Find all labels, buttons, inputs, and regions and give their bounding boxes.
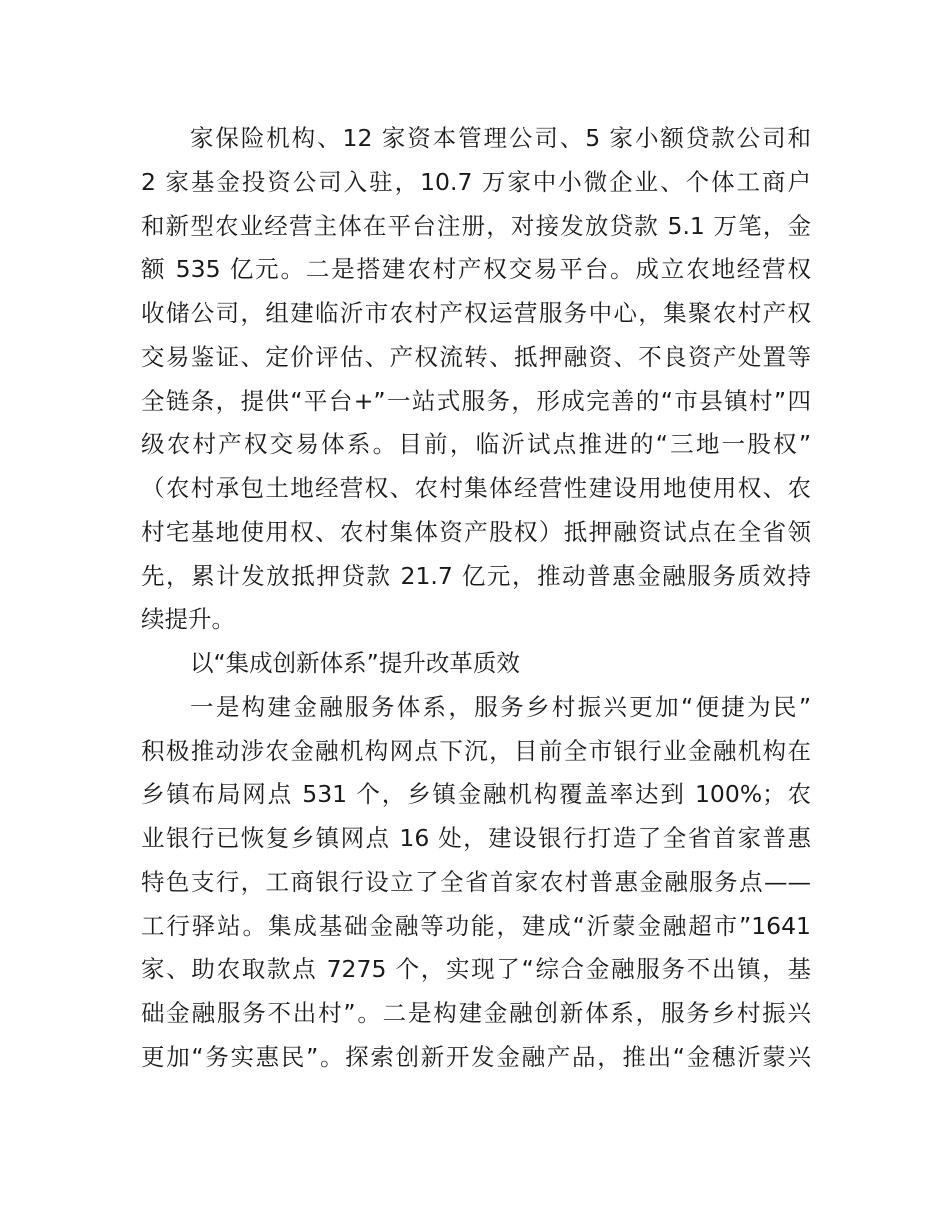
text-line: 额 535 亿元。二是搭建农村产权交易平台。成立农地经营权 xyxy=(141,255,811,284)
text-line: 收储公司，组建临沂市农村产权运营服务中心，集聚农村产权 xyxy=(141,299,811,327)
text-line: 续提升。 xyxy=(141,605,235,634)
text-line: 和新型农业经营主体在平台注册，对接发放贷款 5.1 万笔，金 xyxy=(141,211,811,240)
text-line: 积极推动涉农金融机构网点下沉，目前全市银行业金融机构在 xyxy=(141,736,811,765)
paragraph-1 xyxy=(141,117,811,642)
text-line: 交易鉴证、定价评估、产权流转、抵押融资、不良资产处置等 xyxy=(141,342,811,371)
text-line: 业银行已恢复乡镇网点 16 处，建设银行打造了全省首家普惠 xyxy=(141,824,811,852)
text-line: 村宅基地使用权、农村集体资产股权）抵押融资试点在全省领 xyxy=(141,517,811,546)
text-line: 础金融服务不出村”。二是构建金融创新体系，服务乡村振兴 xyxy=(141,999,811,1027)
paragraph-2 xyxy=(141,686,811,1080)
document-page xyxy=(141,117,811,1080)
text-line: 特色支行，工商银行设立了全省首家农村普惠金融服务点—— xyxy=(141,867,811,896)
text-line: 更加“务实惠民”。探索创新开发金融产品，推出“金穗沂蒙兴 xyxy=(141,1042,811,1071)
section-heading-text: 以“集成创新体系”提升改革质效 xyxy=(190,649,520,677)
text-line: 工行驿站。集成基础金融等功能，建成“沂蒙金融超市”1641 xyxy=(141,911,811,940)
text-line: 先，累计发放抵押贷款 21.7 亿元，推动普惠金融服务质效持 xyxy=(141,561,811,590)
text-line: 乡镇布局网点 531 个，乡镇金融机构覆盖率达到 100%；农 xyxy=(141,780,811,809)
section-heading xyxy=(141,642,811,686)
text-line: 家保险机构、12 家资本管理公司、5 家小额贷款公司和 xyxy=(190,124,811,152)
text-line: 家、助农取款点 7275 个，实现了“综合金融服务不出镇，基 xyxy=(141,955,811,984)
text-line: 全链条，提供“平台+”一站式服务，形成完善的“市县镇村”四 xyxy=(141,386,811,415)
text-line: 级农村产权交易体系。目前，临沂试点推进的“三地一股权” xyxy=(141,430,811,459)
text-line: 一是构建金融服务体系，服务乡村振兴更加“便捷为民” xyxy=(190,692,811,721)
text-line: （农村承包土地经营权、农村集体经营性建设用地使用权、农 xyxy=(141,474,811,502)
text-line: 2 家基金投资公司入驻，10.7 万家中小微企业、个体工商户 xyxy=(141,167,811,196)
